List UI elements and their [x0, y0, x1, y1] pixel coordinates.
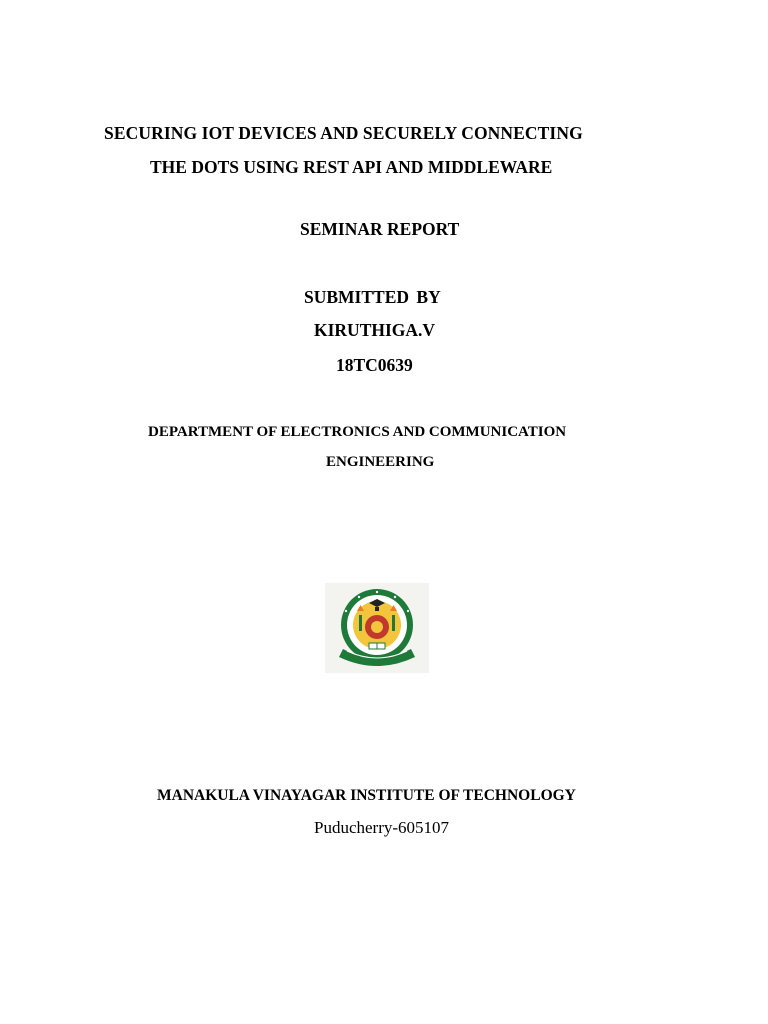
title-line-2: THE DOTS USING REST API AND MIDDLEWARE [150, 157, 553, 177]
institute-name: MANAKULA VINAYAGAR INSTITUTE OF TECHNOLOGY [157, 787, 576, 804]
report-type: SEMINAR REPORT [300, 219, 460, 239]
submitted-by-label: SUBMITTED BY [304, 287, 441, 307]
department-line-1: DEPARTMENT OF ELECTRONICS AND COMMUNICATION [148, 424, 567, 440]
title-line-1: SECURING IOT DEVICES AND SECURELY CONNECTING [104, 123, 583, 143]
institute-address: Puducherry-605107 [314, 818, 450, 837]
author-name: KIRUTHIGA.V [314, 320, 436, 340]
department-line-2: ENGINEERING [326, 454, 435, 470]
institute-emblem-icon [325, 583, 429, 673]
register-number: 18TC0639 [336, 355, 413, 375]
institute-logo [325, 583, 429, 673]
